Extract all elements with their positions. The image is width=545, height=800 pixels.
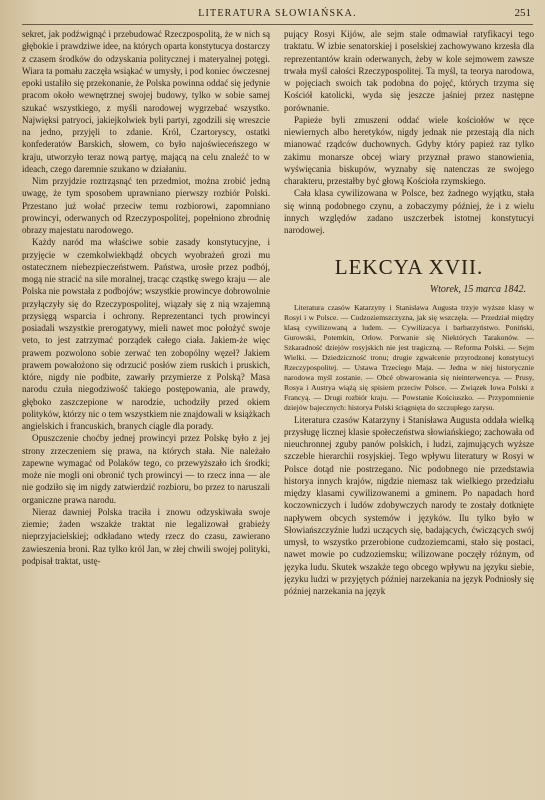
lecture-date: Wtorek, 15 marca 1842. <box>429 284 526 296</box>
paragraph: Nieraz dawniej Polska traciła i znowu odzyskiwała swoje ziemie; żaden wszakże traktat nie legalizował grabieży nieprzyjacielskiej; odkładano wtedy rzecz do czasu, zawierano zawieszenia broni. Raz tylko król Jan, w złej chwili swojej polityki, podpisał traktat, ustę- <box>22 506 270 566</box>
left-column <box>22 28 270 792</box>
paragraph: Opuszczenie choćby jednej prowincyi przez Polskę było z jej strony zrzeczeniem się prawa, na których stała. Nie należało zapewne wymagać od Polaków tego, co przewyższało ich środki; może nie mogli oni obronić tych prowincyi — to rzecz inna — ale nie godziło się im nigdy zatwierdzić rozbioru, bo przez to naruszali organiczne prawa narodu. <box>22 433 270 505</box>
paragraph: Nim przyjdzie roztrząsnąć ten przedmiot, można zrobić jedną uwagę, że tym sposobem uprawniano pierwszy rozbiór Polski. Przestano już wołać przeciw temu rozbiorowi, zapomniano prowincyi, oderwanych od Rzeczypospolitej, popełniono zbrodnię obrazy majestatu narodowego. <box>22 176 270 235</box>
paragraph: Cała klasa cywilizowana w Polsce, bez żadnego wyjątku, stała się winną podobnego czynu, a zobaczymy później, że i z wielu innych względów zadano uszczerbek istotnej konstytucyi narodowej. <box>284 188 534 235</box>
page-number: 251 <box>514 7 531 19</box>
paragraph: Każdy naród ma właściwe sobie zasady konstytucyjne, i przyjęcie w czemkolwiekbądź obcych wyobrażeń grozi mu ostatecznem niebezpieczeństwem. Państwa, urosłe przez podbój, mogą nie stracić na sile moralnej, tracąc cząstkę swego kraju — ale Polska nie powstała z podbojów; wszystkie prowincye dobrowolnie przyłączyły się do Rzeczypospolitej, wiązały się z nią wzajemną przysięgą wsparcia i ochrony. Reprezentanci tych prowincyi posiadali wszystkie prerogatywy, mieli nawet moc położyć swoje veto, to jest zatrzymać porządek całego ciała. Jakiem-że więc prawem pozwolono sobie zerwać ten zobopólny węzeł? Jakiem prawem powałożono się odrzucić posłów ziem ruskich i pruskich, które, nigdy nie podbite, zawarły przymierze z Polską? Masa narodu czuła niegodziwość takiego postępowania, ale prawdy, głęboko zaszczepione w narodzie, uchodziły przed okiem polityków, którzy nic o tem wszystkiem nie znajdowali w książkach angielskich i francuskich, branych ciągle dla porady. <box>22 237 270 431</box>
paragraph: Papieże byli zmuszeni oddać wiele kościołów w ręce niewiernych albo heretyków, nigdy jednak nie przestają dla nich mianować rządców duchownych. Gdyby który papież raz tylko zakimu monarsze obcej wiary przyznał prawo stanowienia, wyświęcania biskupów, wyznaby się natenczas ze swojego charakteru, przestałby być głową Kościoła rzymskiego. <box>284 114 534 186</box>
paragraph: sekret, jak podźwignąć i przebudować Rzeczpospolitą, że w nich są głębokie i prawdziwe idee, na których oparta konstytucya dostarczy z czasem środków do odzyskania politycznej i materyalnej potęgi. Wiara ta pomału zaczęła wsiąkać w umysły, i pod koniec ówczesnej epoki ustaliło się przekonanie, że Polska powinna oddać się jedynie pracom około wewnętrznej swojej budowy, tylko w sobie samej szukać wszystkiego, z myśli narodowej wygrzebać wszystko. Najwięksi patryoci, jakiejkolwiek byli partyi, zgodzili się wreszcie na jedno, przyjęli to zdanie. Król, Czartoryscy, ostatki konfederatów Barskich, słowem, co było najoświeceńszego w kraju, utworzyło teraz nową partyę, mającą na celu znaleźć to w ideach, czego daremnie szukano w działaniu. <box>22 29 270 174</box>
lecture-summary: Literatura czasów Katarzyny i Stanisława Augusta trzyje wyższe klasy w Rosyi i w Polsce. — Cudzoziemszczyzna, jak się wszczęła. — Przedział między klasą cywilizowaną a ludem. — Cywilizacya i barbarzyństwo. Poniński, Gurowski, Potemkin, Orłow. Porwanie się Niektórych Tarakonów. — Szkaradność dziejów rosyjskich nie jest tragiczną. — Reforma Polski. — Sejm Wielki. — Dziedziczność tronu; drugie zgwałcenie przyrodzonej konstytucyi Rzeczypospolitej. — Ustawa Trzeciego Maja. — Jedna w niej historycznie narodowa myśl zostanie. — Obcé obwarowania się nieinterwencya. — Prusy, Rosya i Austrya wiążą się spisiem przeciw Polsce. — Związek Iowa Polski z Francyą. — Drugi rozbiór kraju. — Powstanie Kościuszko. — Przypomnienie dziejów bajecznych: historya Polski ściągnięta do szczupłego zarysu. <box>284 302 534 413</box>
lecture-title: LEKCYA XVII. <box>334 255 484 280</box>
paragraph: Literatura czasów Katarzyny i Stanisława Augusta oddała wielką przysługę licznej klasie społeczeństwa słowiańskiego; zachowała od nieuchronnej zguby panów polskich, i ludzi, zajmujących wyższe szczeble hierarchii rosyjskiej. Tego wpływu literatury w Rosyi w Polsce dotąd nie postrzegano. Nic podobnego nie przedstawia historya innych krajów, nigdzie niemasz tak wielkiego przedziału między klasami cywilizowanemi a gminem. Po napadach hord koczowniczych i ludów zdobywczych narody te zostały dotknięte napływem obcych systemów i języków. Ilu tylko było w Słowiańszczyźnie ludzi uczących się, badających, ćwiczących swój umysł, to wszystko przerobione cudzoziemcami, stało się postaci, nawet mowie po cudzoziemsku; wilizowane poczęły różnym, od języka ludu. Skutek wszakże tego obcego wpływu na języku siebie, języku ludzi w przyjętych później narzekania na język Podniosły się później narzekania na język <box>284 414 534 597</box>
running-title: LITERATURA SŁOWIAŃSKA. <box>198 8 357 19</box>
page-header <box>22 6 533 25</box>
paragraph: pujący Rosyi Kijów, ale sejm stale odmawiał ratyfikacyi tego traktatu. W izbie senatorskiej i poselskiej zachowywano krzesła dla reprezentantów krain oderwanych, żeby w kole sejmowem zawsze trwała myśl całości Rzeczypospolitej. Ta myśl, ta teorya narodowa, w pojęciach swoich tak podobna do pojęć, których trzyma się Kościół katolicki, wyda się jeszcze jaśniej przez następne porównanie. <box>284 29 534 113</box>
right-column <box>284 28 534 792</box>
